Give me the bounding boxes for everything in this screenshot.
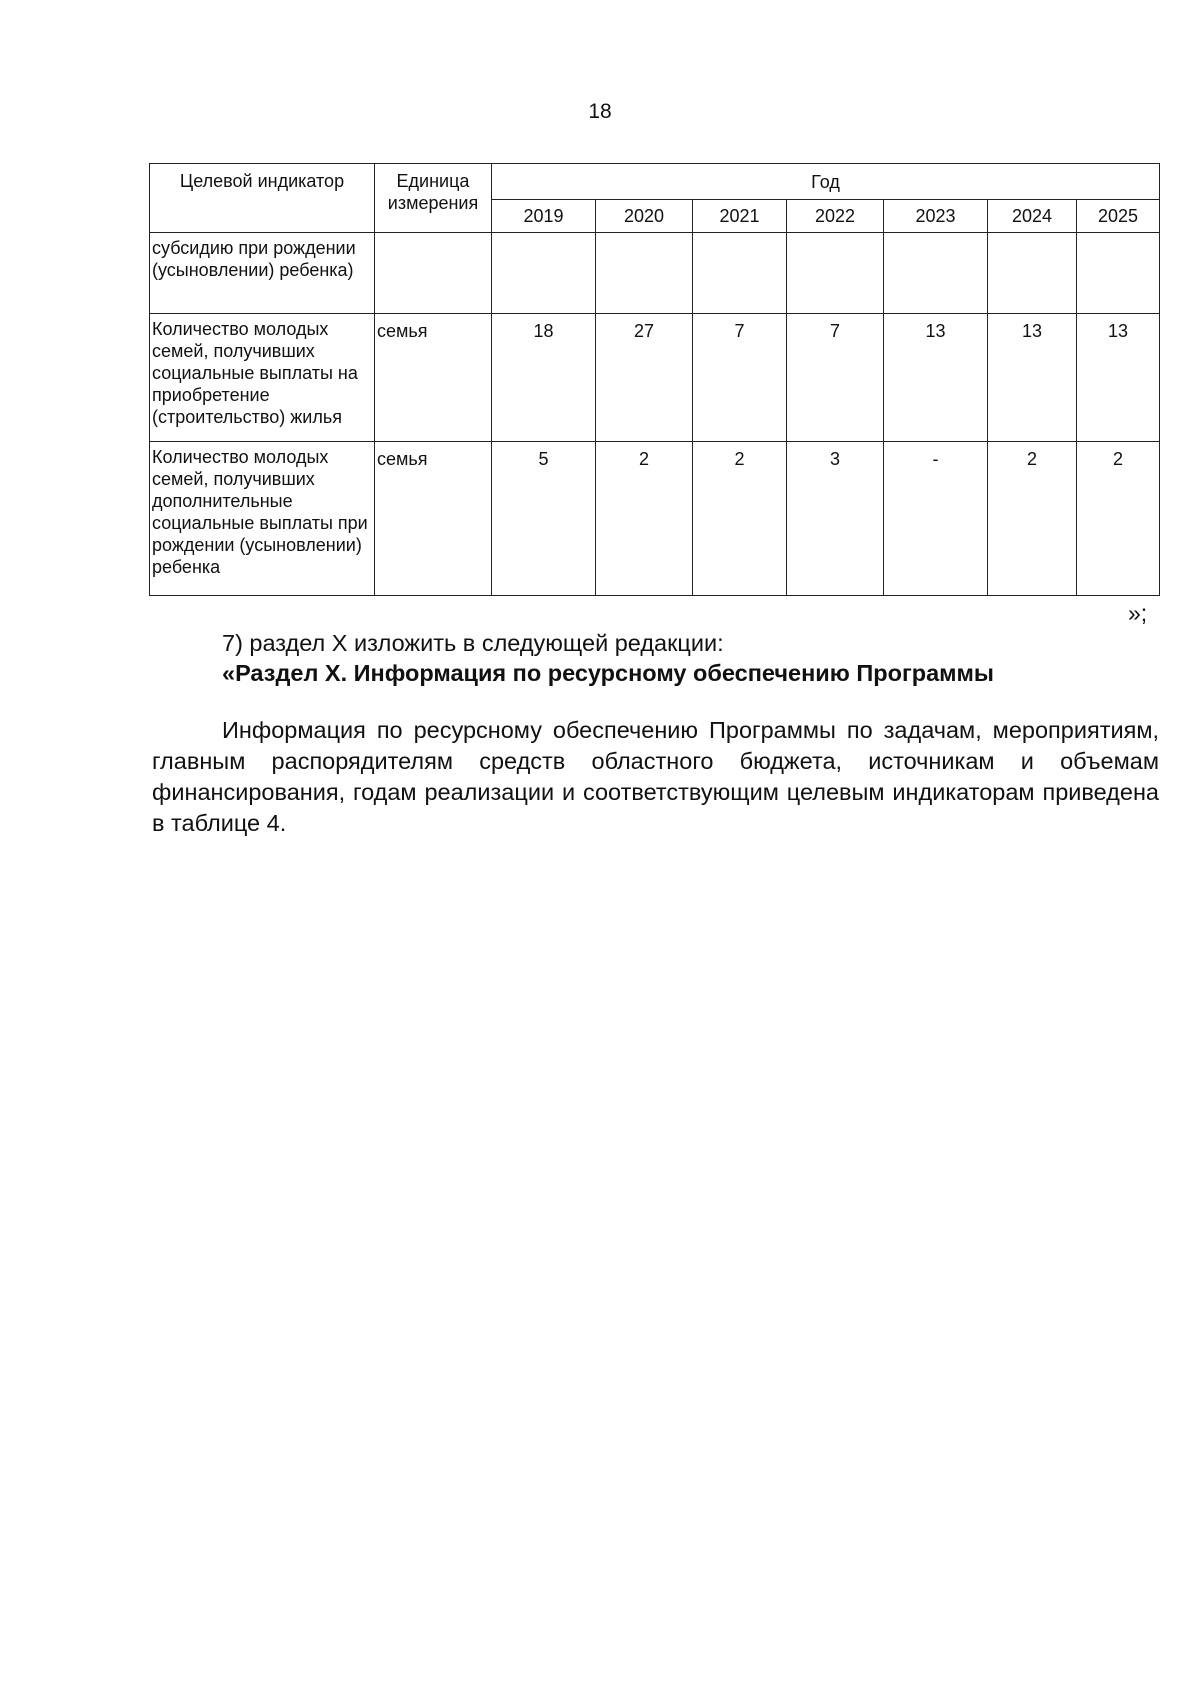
row-value-2021 [693, 233, 787, 314]
closing-quote: »; [1128, 600, 1148, 626]
row-value-2019 [492, 233, 596, 314]
header-year: Год [492, 164, 1160, 200]
section-title: «Раздел X. Информация по ресурсному обеспечению Программы [222, 660, 995, 686]
header-year-2021: 2021 [693, 200, 787, 233]
row-value-2020 [596, 233, 693, 314]
header-year-2023: 2023 [884, 200, 988, 233]
row-value-2025: 13 [1077, 314, 1160, 442]
row-indicator: Количество молодых семей, получивших дополнительные социальные выплаты при рождении (усыновлении) ребенка [150, 442, 375, 596]
row-value-2019: 5 [492, 442, 596, 596]
target-indicators-table [149, 163, 1160, 596]
row-value-2022: 3 [787, 442, 884, 596]
header-year-2025: 2025 [1077, 200, 1160, 233]
header-year-2024: 2024 [988, 200, 1077, 233]
table-row [150, 233, 1160, 314]
header-year-2019: 2019 [492, 200, 596, 233]
header-indicator: Целевой индикатор [150, 164, 375, 233]
table-row [150, 442, 1160, 596]
row-value-2023: 13 [884, 314, 988, 442]
amendment-item: 7) раздел X изложить в следующей редакции: [222, 630, 724, 656]
row-value-2019: 18 [492, 314, 596, 442]
row-value-2024: 2 [988, 442, 1077, 596]
row-value-2021: 2 [693, 442, 787, 596]
row-unit [375, 233, 492, 314]
row-value-2020: 2 [596, 442, 693, 596]
row-unit: семья [375, 442, 492, 596]
row-value-2021: 7 [693, 314, 787, 442]
header-year-2022: 2022 [787, 200, 884, 233]
row-value-2022 [787, 233, 884, 314]
row-indicator: субсидию при рождении (усыновлении) ребенка) [150, 233, 375, 314]
row-value-2024 [988, 233, 1077, 314]
row-value-2023: - [884, 442, 988, 596]
row-value-2023 [884, 233, 988, 314]
row-indicator: Количество молодых семей, получивших социальные выплаты на приобретение (строительство) жилья [150, 314, 375, 442]
page-number: 18 [588, 100, 612, 123]
header-year-2020: 2020 [596, 200, 693, 233]
row-value-2024: 13 [988, 314, 1077, 442]
row-value-2020: 27 [596, 314, 693, 442]
row-value-2025: 2 [1077, 442, 1160, 596]
row-value-2025 [1077, 233, 1160, 314]
row-value-2022: 7 [787, 314, 884, 442]
body-paragraph: Информация по ресурсному обеспечению Программы по задачам, мероприятиям, главным распорядителям средств областного бюджета, источникам и объемам финансирования, годам реализации и соответствующим целевым индикаторам приведена в таблице 4. [152, 717, 1159, 836]
table-row [150, 314, 1160, 442]
header-unit: Единица измерения [375, 164, 492, 233]
row-unit: семья [375, 314, 492, 442]
